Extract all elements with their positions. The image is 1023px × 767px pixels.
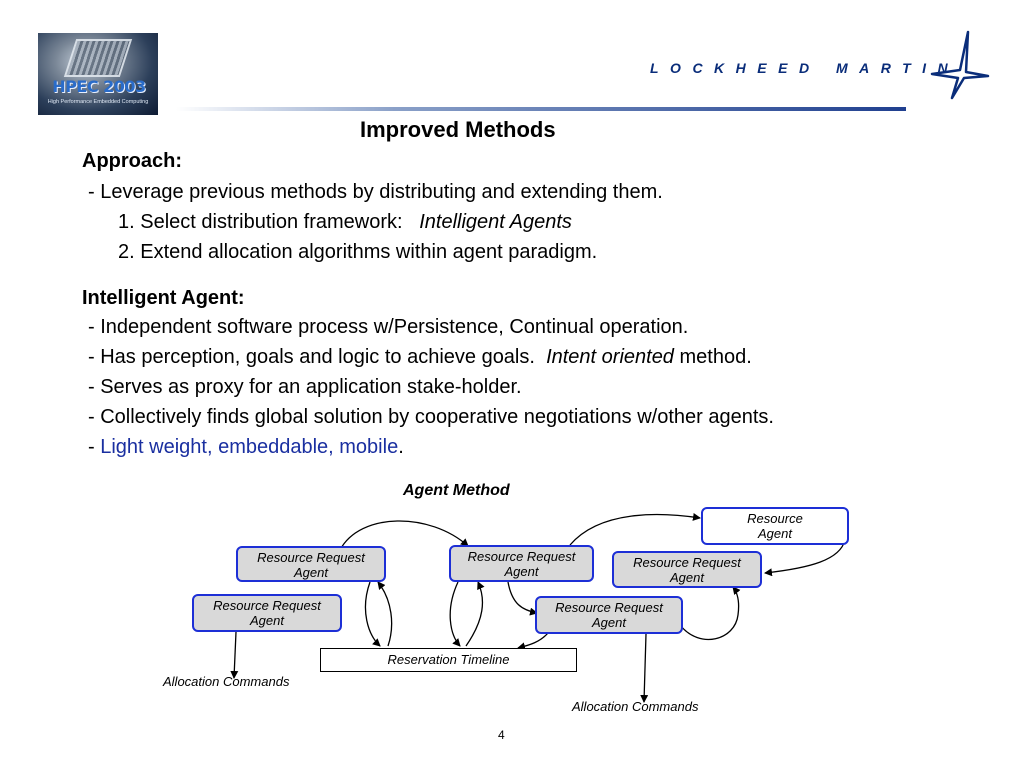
agent-line-5-dash: - [88,436,101,458]
hpec-2003-logo [38,33,158,115]
approach-line-1: - Leverage previous methods by distributing and extending them. [88,181,663,203]
intelligent-agent-heading: Intelligent Agent: [82,287,245,309]
arrow-agent3-to-resource [570,515,700,545]
agent-line-2-text: - Has perception, goals and logic to achieve goals. [88,346,535,368]
diagram-title: Agent Method [403,482,510,499]
allocation-commands-right: Allocation Commands [572,699,699,714]
arrow-timeline-to-agent1 [378,582,392,646]
agent-3-line-2: Agent [504,564,539,579]
agent-line-1: - Independent software process w/Persistence, Continual operation. [88,316,689,338]
resource-agent [701,507,849,545]
agent-line-5 [88,436,404,459]
agent-1-line-1: Resource Request [257,550,365,565]
resource-request-agent-3 [449,545,594,582]
agent-line-3: - Serves as proxy for an application stake-holder. [88,376,522,398]
arrow-allocation-right [644,634,646,702]
resource-request-agent-2 [192,594,342,632]
hpec-logo-subtitle: High Performance Embedded Computing [47,99,149,105]
lockheed-martin-wordmark: LOCKHEED MARTIN [650,60,960,76]
arrow-agent1-to-timeline [365,582,380,646]
agent-1-line-2: Agent [294,565,328,580]
reservation-timeline: Reservation Timeline [320,648,577,672]
allocation-commands-left: Allocation Commands [163,674,290,689]
agent-5-line-2: Agent [670,570,704,585]
arrow-agent4-loop [680,587,739,639]
hpec-logo-title: HPEC 2003 [52,77,146,96]
agent-line-2 [88,346,752,369]
header-divider [176,107,906,111]
lockheed-martin-star-icon [930,30,990,100]
resource-request-agent-5 [612,551,762,588]
agent-line-5-period: . [398,436,404,458]
intelligent-agents-emphasis: Intelligent Agents [419,211,572,233]
approach-line-2-text: 1. Select distribution framework: [118,211,403,233]
chip-graphic [64,39,132,77]
slide-title: Improved Methods [360,117,556,142]
agent-5-line-1: Resource Request [633,555,741,570]
agent-2-line-2: Agent [250,613,284,628]
arrow-agent3-to-agent4 [508,582,537,613]
agent-line-4: - Collectively finds global solution by cooperative negotiations w/other agents. [88,406,774,428]
arrow-allocation-left [234,632,236,678]
intent-oriented-emphasis: Intent oriented [546,346,674,368]
agent-line-2-end: method. [679,346,752,368]
approach-line-2 [118,211,572,234]
agent-4-line-1: Resource Request [555,600,663,615]
light-weight-highlight: Light weight, embeddable, mobile [100,436,399,458]
page-number: 4 [498,728,505,742]
agent-3-line-1: Resource Request [467,549,576,564]
arrow-agent4-to-timeline [518,633,548,648]
resource-agent-line-2: Agent [758,526,792,541]
agent-2-line-1: Resource Request [213,598,321,613]
agent-4-line-2: Agent [592,615,626,630]
arrow-agent3-to-timeline [450,582,460,646]
resource-request-agent-1 [236,546,386,582]
approach-line-3: 2. Extend allocation algorithms within agent paradigm. [118,241,598,263]
resource-request-agent-4 [535,596,683,634]
resource-agent-line-1: Resource [747,511,803,526]
approach-heading: Approach: [82,150,182,172]
arrow-timeline-to-agent3 [466,582,482,646]
